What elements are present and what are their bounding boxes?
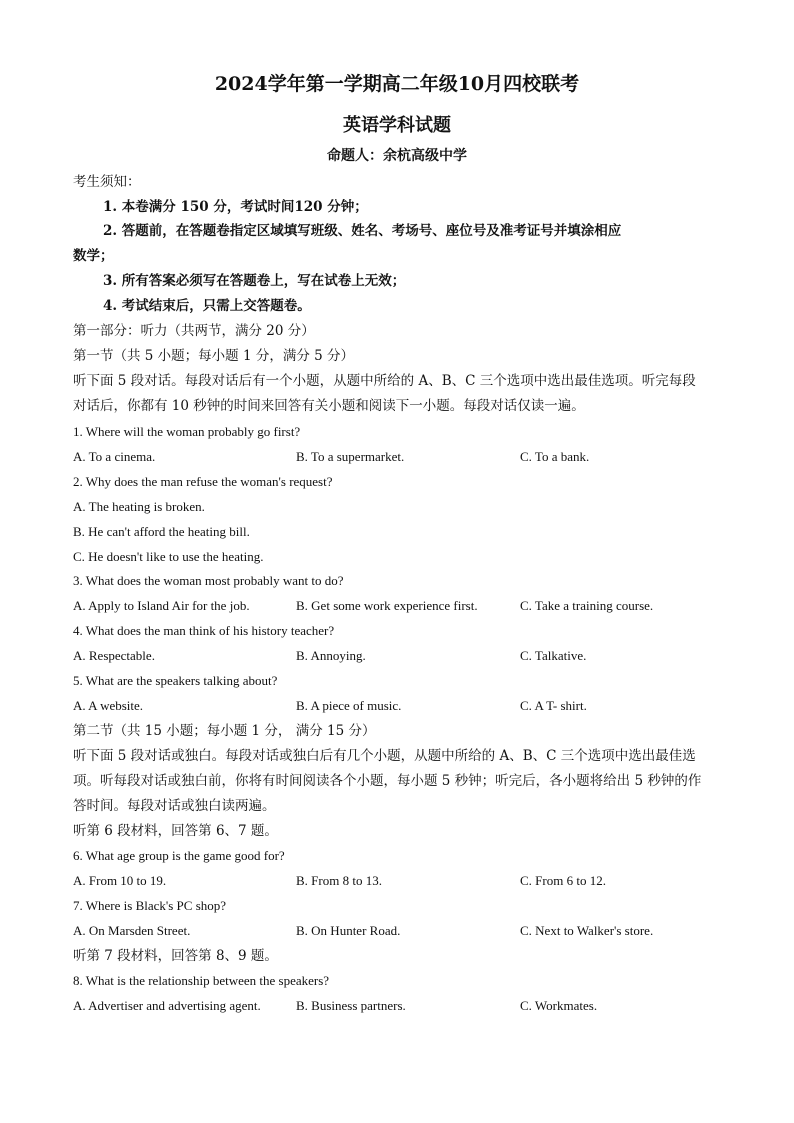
question-6-option-a: A. From 10 to 19. <box>73 873 167 888</box>
question-3-option-b: B. Get some work experience first. <box>296 598 478 613</box>
question-8-option-a: A. Advertiser and advertising agent. <box>73 998 261 1013</box>
notice-item-2: 2. 答题前，在答题卷指定区域填写班级、姓名、考场号、座位号及准考证号并填涂相应 <box>103 223 622 239</box>
question-1-option-b: B. To a supermarket. <box>296 449 405 464</box>
exam-title: 2024学年第一学期高二年级10月四校联考 <box>214 73 580 95</box>
section2-instructions-3: 答时间。每段对话或独白读两遍。 <box>73 798 276 814</box>
question-6-option-c: C. From 6 to 12. <box>520 873 606 888</box>
section2-instructions-1: 听下面 5 段对话或独白。每段对话或独白后有几个小题，从题中所给的 A、B、C 三个选项中选出最佳选 <box>73 748 696 764</box>
question-3-option-c: C. Take a training course. <box>520 598 654 613</box>
question-2-stem: 2. Why does the man refuse the woman's request? <box>73 474 333 489</box>
question-3-stem: 3. What does the woman most probably want to do? <box>73 573 344 588</box>
question-5-option-b: B. A piece of music. <box>296 698 402 713</box>
question-4-option-a: A. Respectable. <box>73 648 155 663</box>
question-6-stem: 6. What age group is the game good for? <box>73 848 285 863</box>
question-2-option-c: C. He doesn't like to use the heating. <box>73 549 264 564</box>
question-4-stem: 4. What does the man think of his history teacher? <box>73 623 335 638</box>
notice-item-4: 4. 考试结束后，只需上交答题卷。 <box>103 298 311 314</box>
question-8-option-c: C. Workmates. <box>520 998 598 1013</box>
part1-heading: 第一部分：听力（共两节，满分 20 分） <box>73 323 315 339</box>
question-8-stem: 8. What is the relationship between the speakers? <box>73 973 330 988</box>
notice-heading: 考生须知： <box>73 174 141 190</box>
question-1-option-c: C. To a bank. <box>520 449 590 464</box>
question-7-option-c: C. Next to Walker's store. <box>520 923 654 938</box>
subject-title: 英语学科试题 <box>343 115 451 136</box>
question-5-option-a: A. A website. <box>73 698 144 713</box>
question-1-stem: 1. Where will the woman probably go first? <box>73 424 301 439</box>
section2-heading: 第二节（共 15 小题；每小题 1 分， 满分 15 分） <box>73 723 376 739</box>
section1-heading: 第一节（共 5 小题；每小题 1 分，满分 5 分） <box>73 348 355 364</box>
notice-item-1: 1. 本卷满分 150 分，考试时间120 分钟； <box>103 199 368 215</box>
section1-instructions-2: 对话后，你都有 10 秒钟的时间来回答有关小题和阅读下一小题。每段对话仅读一遍。 <box>73 398 585 414</box>
question-2-option-b: B. He can't afford the heating bill. <box>73 524 250 539</box>
question-1-option-a: A. To a cinema. <box>73 449 156 464</box>
question-5-stem: 5. What are the speakers talking about? <box>73 673 278 688</box>
material-6-note: 听第 6 段材料，回答第 6、7 题。 <box>73 823 278 839</box>
section2-instructions-2: 项。听每段对话或独白前，你将有时间阅读各个小题，每小题 5 秒钟；听完后，各小题将给出 5 秒钟的作 <box>73 773 702 789</box>
notice-item-3: 3. 所有答案必须写在答题卷上，写在试卷上无效； <box>103 273 406 289</box>
question-3-option-a: A. Apply to Island Air for the job. <box>73 598 250 613</box>
question-7-stem: 7. Where is Black's PC shop? <box>73 898 227 913</box>
material-7-note: 听第 7 段材料，回答第 8、9 题。 <box>73 948 278 964</box>
author-line: 命题人：余杭高级中学 <box>327 148 467 164</box>
notice-item-2-cont: 数学； <box>73 248 114 264</box>
question-5-option-c: C. A T- shirt. <box>520 698 587 713</box>
question-2-option-a: A. The heating is broken. <box>73 499 205 514</box>
question-7-option-a: A. On Marsden Street. <box>73 923 191 938</box>
section1-instructions-1: 听下面 5 段对话。每段对话后有一个小题，从题中所给的 A、B、C 三个选项中选出最佳选项。听完每段 <box>73 373 696 389</box>
question-7-option-b: B. On Hunter Road. <box>296 923 401 938</box>
question-4-option-b: B. Annoying. <box>296 648 366 663</box>
question-6-option-b: B. From 8 to 13. <box>296 873 382 888</box>
question-4-option-c: C. Talkative. <box>520 648 587 663</box>
question-8-option-b: B. Business partners. <box>296 998 406 1013</box>
